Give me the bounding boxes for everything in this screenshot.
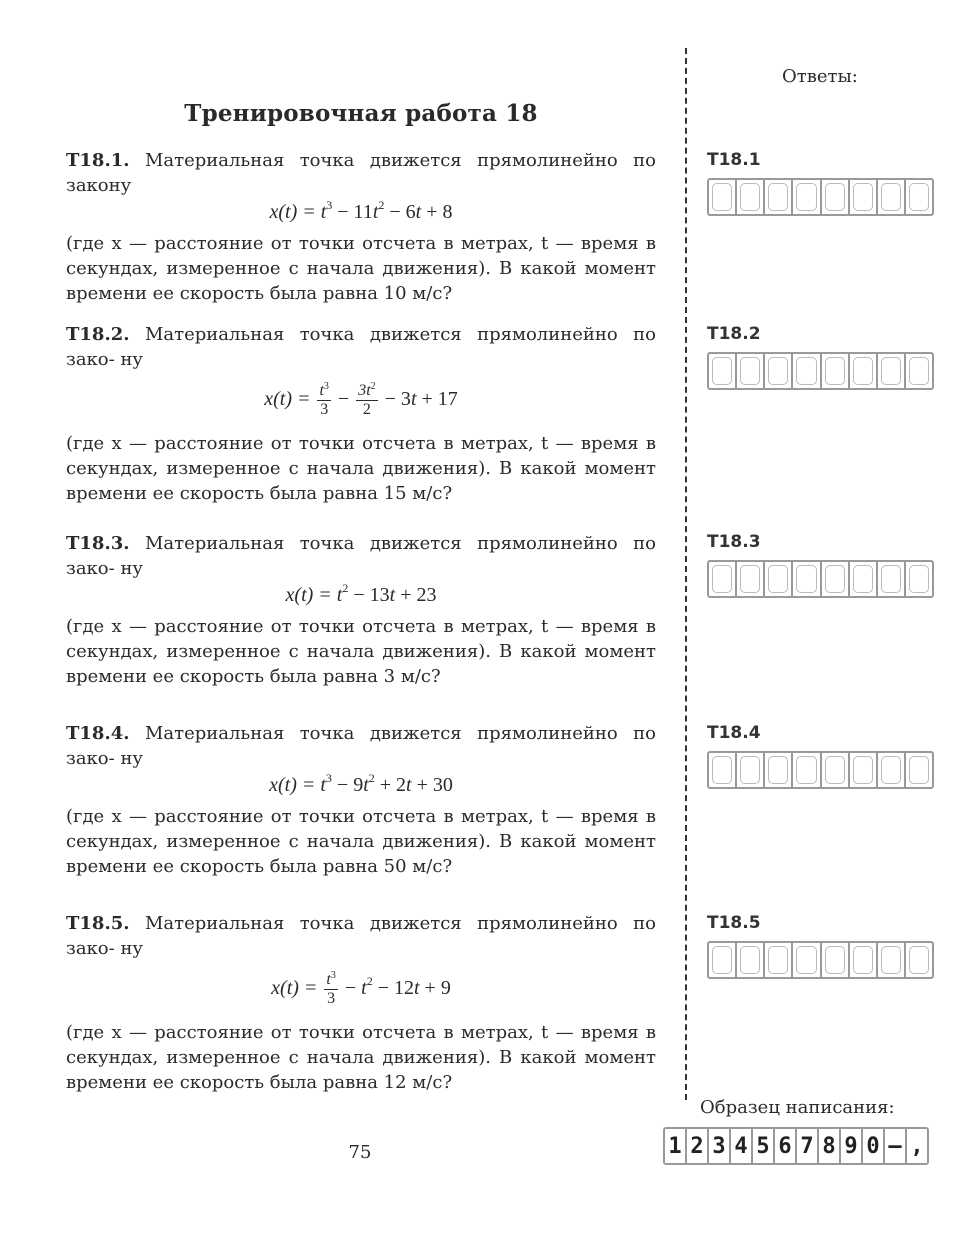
problem-t18-3	[66, 531, 656, 689]
sample-char: 2	[687, 1129, 709, 1163]
fraction: $\frac{t^3}{3}$	[319, 381, 329, 418]
sample-char: 8	[819, 1129, 841, 1163]
sample-char: ,	[910, 1133, 924, 1159]
problem-number: T18.4.	[66, 723, 130, 744]
problem-lead: Материальная точка движется прямолинейно по закону	[66, 150, 656, 196]
problem-number: T18.1.	[66, 150, 130, 171]
answer-label: T18.3	[707, 532, 761, 552]
answer-label: T18.2	[707, 324, 761, 344]
sample-writing-row	[663, 1127, 929, 1165]
page-title: Тренировочная работа 18	[184, 100, 538, 127]
answer-block-t18-1	[707, 150, 934, 216]
answer-cells[interactable]	[707, 751, 934, 789]
problem-number: T18.2.	[66, 324, 130, 345]
answer-cells[interactable]	[707, 178, 934, 216]
answer-label: T18.4	[707, 723, 761, 743]
problem-description: (где x — расстояние от точки отсчета в метрах, t — время в секундах, измеренное с начала движения). В какой момент времени ее скорость была равна 10 м/с?	[66, 233, 656, 304]
sample-char: 3	[709, 1129, 731, 1163]
fraction: $\frac{t^3}{3}$	[326, 970, 336, 1007]
answer-cells[interactable]	[707, 560, 934, 598]
sample-char: 7	[797, 1129, 819, 1163]
problem-t18-2	[66, 322, 656, 506]
sample-char: 0	[863, 1129, 885, 1163]
answer-label: T18.5	[707, 913, 761, 933]
sample-char: –	[885, 1129, 907, 1163]
fraction: $\frac{3t^2}{2}$	[358, 381, 376, 418]
problem-number: T18.5.	[66, 913, 130, 934]
sample-char: 1	[665, 1129, 687, 1163]
problem-lead: Материальная точка движется прямолинейно по зако- ну	[66, 533, 656, 579]
problem-lead: Материальная точка движется прямолинейно по зако- ну	[66, 913, 656, 959]
sample-char: 6	[775, 1129, 797, 1163]
problem-lead: Материальная точка движется прямолинейно по зако- ну	[66, 723, 656, 769]
answers-title: Ответы:	[782, 66, 858, 87]
cut-line-divider	[685, 48, 687, 1100]
problem-description: (где x — расстояние от точки отсчета в метрах, t — время в секундах, измеренное с начала движения). В какой момент времени ее скорость была равна 50 м/с?	[66, 806, 656, 877]
formula: $x(t) = t^3 - 11t^2 - 6t + 8$	[269, 198, 453, 223]
page-number: 75	[348, 1142, 372, 1163]
answer-block-t18-2	[707, 324, 934, 390]
answer-cells[interactable]	[707, 941, 934, 979]
answer-block-t18-4	[707, 723, 934, 789]
formula: x(t) = $\frac{t^3}{3}$ − $\frac{3t^2}{2}$ − 3t + 17	[264, 381, 458, 418]
answer-label: T18.1	[707, 150, 761, 170]
answer-block-t18-3	[707, 532, 934, 598]
sample-char: 4	[731, 1129, 753, 1163]
problem-number: T18.3.	[66, 533, 130, 554]
problem-t18-5	[66, 911, 656, 1095]
problem-t18-4	[66, 721, 656, 879]
formula: $x(t) = t^2 - 13t + 23$	[285, 581, 437, 606]
sample-char: 9	[841, 1129, 863, 1163]
answer-cells[interactable]	[707, 352, 934, 390]
sample-label: Образец написания:	[700, 1097, 895, 1118]
problem-description: (где x — расстояние от точки отсчета в метрах, t — время в секундах, измеренное с начала движения). В какой момент времени ее скорость была равна 12 м/с?	[66, 1022, 656, 1093]
formula: $x(t) = t^3 - 9t^2 + 2t + 30$	[269, 771, 453, 796]
problem-description: (где x — расстояние от точки отсчета в метрах, t — время в секундах, измеренное с начала движения). В какой момент времени ее скорость была равна 3 м/с?	[66, 616, 656, 687]
formula: x(t) = $\frac{t^3}{3}$ − $t^2 - 12t + 9$	[271, 970, 451, 1007]
sample-char: 5	[753, 1129, 775, 1163]
answer-block-t18-5	[707, 913, 934, 979]
problem-t18-1	[66, 148, 656, 306]
problem-lead: Материальная точка движется прямолинейно по зако- ну	[66, 324, 656, 370]
problem-description: (где x — расстояние от точки отсчета в метрах, t — время в секундах, измеренное с начала движения). В какой момент времени ее скорость была равна 15 м/с?	[66, 433, 656, 504]
